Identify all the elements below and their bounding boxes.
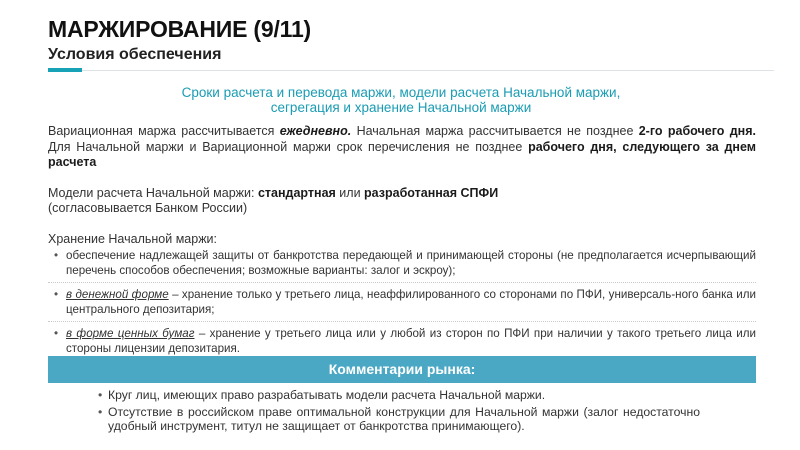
text-run: Для Начальной маржи и Вариационной маржи срок перечисления не позднее	[48, 139, 529, 154]
title-divider	[48, 70, 774, 71]
emphasis-securities: в форме ценных бумаг	[66, 327, 195, 340]
list-item: • Отсутствие в российском праве оптимальной конструкции для Начальной маржи (залог недостаточно удобный инструмент, титул не защищает от банкротства принимающего).	[98, 405, 700, 434]
list-item: • Круг лиц, имеющих право разрабатывать модели расчета Начальной маржи.	[98, 388, 700, 403]
market-comments	[98, 388, 700, 436]
text-run: Вариационная маржа рассчитывается	[48, 124, 280, 138]
models-paragraph	[48, 186, 756, 217]
list-item	[48, 288, 756, 322]
storage-heading: Хранение Начальной маржи:	[48, 231, 218, 246]
list-item	[48, 249, 756, 283]
section-heading-line-2: сегрегация и хранение Начальной маржи	[270, 100, 532, 115]
emphasis-daily: ежедневно.	[279, 124, 352, 138]
main-content	[48, 124, 756, 366]
text-run: – хранение только у третьего лица, неаффилированного со сторонами по ПФИ, универсаль-ного банка или центрального депозитария;	[66, 288, 756, 316]
text-run: (согласовывается Банком России)	[48, 201, 248, 215]
emphasis-developed: разработанная СПФИ	[364, 185, 499, 200]
text-run: Начальная маржа рассчитывается не позднее	[351, 124, 639, 138]
market-comments-header: Комментарии рынка:	[48, 356, 756, 383]
section-heading-line-1: Сроки расчета и перевода маржи, модели расчета Начальной маржи,	[181, 85, 621, 100]
emphasis-next-day: рабочего дня, следующего за днем расчета	[48, 139, 756, 169]
text-run: или	[335, 185, 365, 200]
accent-bar	[48, 68, 82, 72]
emphasis-second-day: 2-го рабочего дня.	[638, 124, 756, 138]
storage-list	[48, 249, 756, 361]
text-run: Модели расчета Начальной маржи:	[48, 185, 258, 200]
variation-margin-paragraph	[48, 124, 756, 171]
emphasis-cash: в денежной форме	[66, 288, 169, 301]
page-title: МАРЖИРОВАНИЕ (9/11)	[48, 16, 312, 42]
text-run: обеспечение надлежащей защиты от банкротства передающей и принимающей стороны (не предполагается исчерпывающий перечень способов обеспечения; возможные варианты: залог и эскроу);	[66, 249, 756, 277]
section-heading	[48, 85, 754, 115]
emphasis-standard: стандартная	[257, 185, 336, 200]
page-subtitle: Условия обеспечения	[48, 46, 222, 63]
text-run: – хранение у третьего лица или у любой из сторон по ПФИ при наличии у такого третьего лица или стороны лицензии депозитария.	[66, 327, 756, 355]
